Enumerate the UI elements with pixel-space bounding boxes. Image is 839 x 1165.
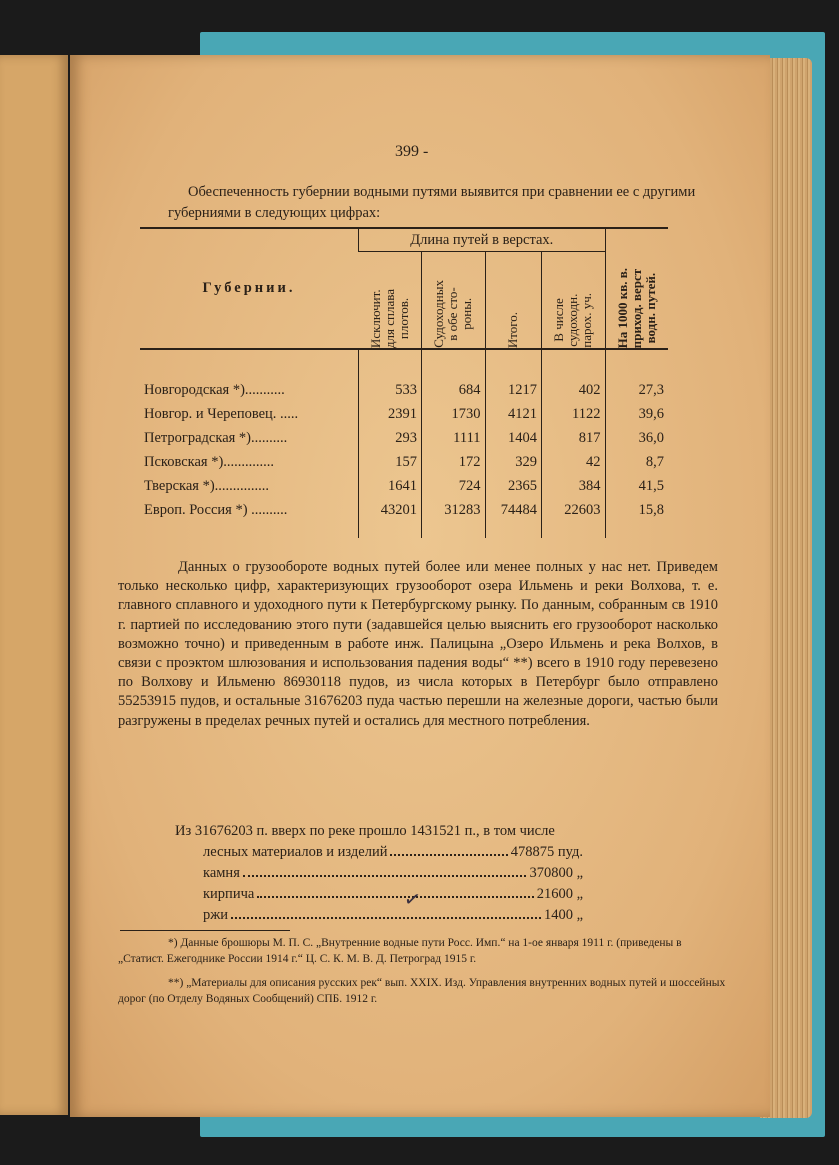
freight-label: ржи: [203, 907, 229, 923]
dot-leader: [231, 917, 541, 919]
exclusive-value: 43201: [359, 498, 422, 522]
navigable-value: 1111: [421, 426, 485, 450]
freight-value: 370800 „: [529, 865, 583, 881]
list-item: [203, 842, 583, 863]
total-header: Итого.: [485, 252, 541, 350]
steam-header: В числе судоходн. парох. уч.: [541, 252, 605, 350]
exclusive-rafting-header: Исключит. для сплава плотов.: [367, 288, 411, 348]
table-row: [140, 474, 668, 498]
freight-label: камня: [203, 865, 240, 881]
intro-text: Обеспеченность губернии водными путями выявится при сравнении ее с другими губерниями в следующих цифрах:: [168, 184, 696, 221]
book-page: [70, 55, 770, 1117]
exclusive-value: 157: [359, 450, 422, 474]
list-item: [203, 863, 583, 884]
exclusive-value: 293: [359, 426, 422, 450]
per1000-column-header: На 1000 кв. в. приход. верст водн. путей.: [605, 228, 668, 349]
left-page-edge: [0, 55, 68, 1115]
province-name: Тверская *)...............: [144, 477, 270, 494]
per1000-value: 15,8: [605, 498, 668, 522]
dot-leader: [390, 854, 507, 856]
total-value: 4121: [485, 402, 541, 426]
total-value: 1404: [485, 426, 541, 450]
freight-value: 21600 „: [536, 886, 583, 902]
per1000-value: 41,5: [605, 474, 668, 498]
total-value: 2365: [485, 474, 541, 498]
freight-list: [175, 821, 735, 926]
freight-value: 1400 „: [543, 907, 583, 923]
province-name: Петроградская *)..........: [144, 429, 288, 446]
table-row: [140, 426, 668, 450]
pencil-checkmark-icon: ✓: [402, 887, 423, 913]
province-name: Европ. Россия *) ..........: [144, 501, 288, 518]
navigable-value: 31283: [421, 498, 485, 522]
steam-value: 384: [541, 474, 605, 498]
navigable-value: 724: [421, 474, 485, 498]
province-name: Псковская *)..............: [144, 453, 275, 470]
footnote-2: **) „Материалы для описания русских рек“ вып. XXIX. Изд. Управления внутренних водных путей и шоссейных дорог (по Отделу Водяных Сообщений) СПБ. 1912 г.: [118, 977, 726, 1005]
exclusive-value: 2391: [359, 402, 422, 426]
total-value: 1217: [485, 378, 541, 402]
freight-lead: Из 31676203 п. вверх по реке прошло 1431521 п., в том числе: [175, 823, 555, 839]
list-item: [203, 905, 583, 926]
steam-value: 817: [541, 426, 605, 450]
length-group-header: Длина путей в верстах.: [359, 228, 606, 252]
navigable-value: 1730: [421, 402, 485, 426]
steam-value: 402: [541, 378, 605, 402]
per1000-value: 36,0: [605, 426, 668, 450]
province-name: Новгородская *)...........: [144, 381, 285, 398]
body-text: Данных о грузообороте водных путей более или менее полных у нас нет. Приведем только несколько цифр, характеризующих грузооборот озера Ильмень и реки Волхова, т. е. главного сплавного и удоходного пути к Петербургскому рынку. По данным, собранным св 1910 г. партией по исследованию этого пути (задавшейся целью выяснить его грузооборот насколько возможно точно) и приведенным в работе инж. Палицына „Озеро Ильмень и река Волхов, в связи с проэктом шлюзования и использования падения воды“ **) всего в 1910 году перевезено по Волхову и Ильменю 86930118 пудов, из числа которых в Петербург было отправлено 55253915 пудов, и остальные 31676203 пуда частью перешли на железные дороги, частью были разгружены в пределах речных путей и остались для местного потребления.: [118, 559, 718, 729]
table-row: [140, 402, 668, 426]
table-row: [140, 378, 668, 402]
intro-paragraph: [168, 182, 728, 224]
per1000-value: 39,6: [605, 402, 668, 426]
table-row: [140, 450, 668, 474]
footnotes: [118, 935, 730, 1015]
footnote-1: *) Данные брошюры М. П. С. „Внутренние водные пути Росс. Имп.“ на 1-ое января 1911 г. (приведены в „Статист. Ежегоднике России 1914 г.“ Ц. С. К. М. В. Д. Петроград 1915 г.: [118, 937, 682, 965]
steam-value: 42: [541, 450, 605, 474]
dot-leader: [257, 896, 533, 898]
steam-value: 1122: [541, 402, 605, 426]
freight-value: 478875 пуд.: [510, 844, 583, 860]
exclusive-value: 1641: [359, 474, 422, 498]
navigable-value: 684: [421, 378, 485, 402]
navigable-value: 172: [421, 450, 485, 474]
province-name: Новгор. и Череповец. .....: [144, 405, 299, 422]
per1000-value: 27,3: [605, 378, 668, 402]
total-value: 74484: [485, 498, 541, 522]
waterways-table: [140, 227, 668, 538]
total-value: 329: [485, 450, 541, 474]
dot-leader: [243, 875, 527, 877]
table-row: [140, 498, 668, 522]
freight-label: кирпича: [203, 886, 255, 902]
per1000-value: 8,7: [605, 450, 668, 474]
page-number: 399 -: [395, 143, 429, 160]
province-column-header: Губернии.: [202, 280, 296, 296]
freight-label: лесных материалов и изделий: [203, 844, 388, 860]
list-item: [203, 884, 583, 905]
exclusive-value: 533: [359, 378, 422, 402]
body-paragraph: [118, 558, 718, 731]
steam-value: 22603: [541, 498, 605, 522]
navigable-header: Судоходных в обе сто- роны.: [421, 252, 485, 350]
footnote-divider: [120, 930, 290, 931]
